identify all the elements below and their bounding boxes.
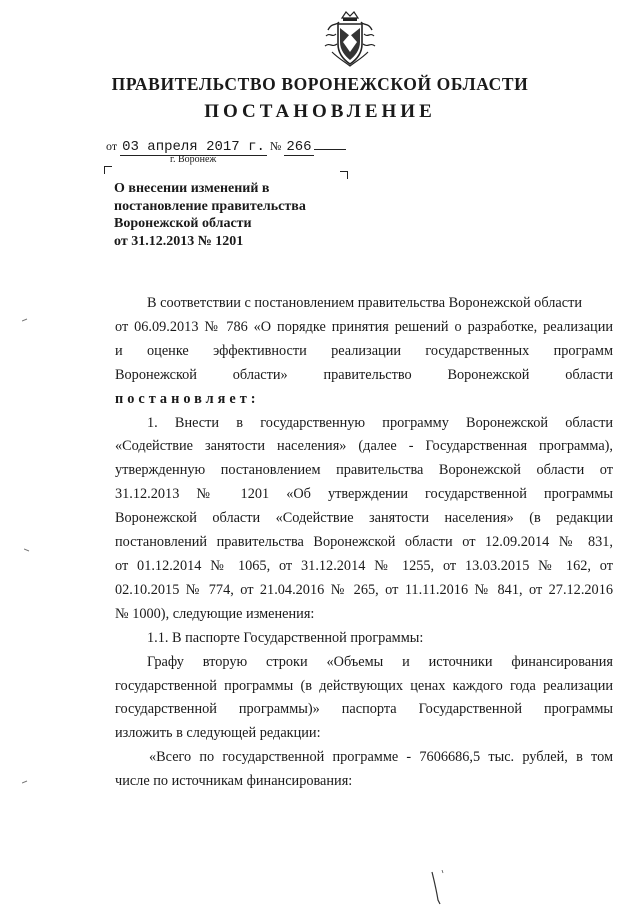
body-line: 1. Внести в государственную программу Воронежской области bbox=[147, 414, 613, 431]
body-line: от 06.09.2013 № 786 «О порядке принятия решений о разработке, реализации bbox=[115, 318, 613, 335]
scan-speck bbox=[22, 318, 28, 322]
body-line: числе по источникам финансирования: bbox=[115, 773, 353, 790]
government-name: ПРАВИТЕЛЬСТВО ВОРОНЕЖСКОЙ ОБЛАСТИ bbox=[111, 74, 529, 94]
body-line: 31.12.2013 № 1201 «Об утверждении государственной программы bbox=[115, 486, 613, 503]
body-line: и оценке эффективности реализации государственных программ bbox=[115, 342, 613, 359]
number-underline bbox=[314, 136, 346, 150]
scan-speck bbox=[24, 548, 30, 552]
subject-line: О внесении изменений в bbox=[114, 181, 270, 196]
bracket-corner-icon bbox=[340, 171, 348, 179]
body-line: № 1000), следующие изменения: bbox=[115, 605, 315, 622]
coat-of-arms-icon bbox=[322, 8, 378, 68]
body-line: 02.10.2015 № 774, от 21.04.2016 № 265, от 11.11.2016 № 841, от 27.12.2016 bbox=[115, 581, 613, 598]
subject-line: от 31.12.2013 № 1201 bbox=[114, 233, 244, 249]
document-body bbox=[115, 292, 613, 794]
document-date: 03 апреля 2017 г. bbox=[122, 139, 265, 155]
document-subject bbox=[114, 180, 354, 250]
body-line: изложить в следующей редакции: bbox=[115, 725, 321, 742]
scan-speck bbox=[22, 780, 28, 784]
subject-line: Воронежской области bbox=[114, 216, 252, 231]
date-number-line bbox=[106, 136, 346, 155]
body-line: постановлений правительства Воронежской области от 12.09.2014 № 831, bbox=[115, 534, 613, 551]
body-line: Графу вторую строки «Объемы и источники финансирования bbox=[147, 653, 613, 670]
document-number: 266 bbox=[286, 139, 312, 155]
pen-stroke bbox=[428, 870, 448, 906]
body-line: от 01.12.2014 № 1065, от 31.12.2014 № 1255, от 13.03.2015 № 162, от bbox=[115, 557, 613, 574]
number-prefix: № bbox=[269, 139, 282, 153]
body-line: государственной программы (в действующих ценах каждого года реализации bbox=[115, 677, 613, 694]
body-line: Воронежской области» правительство Воронежской области bbox=[115, 366, 613, 383]
body-line: «Содействие занятости населения» (далее - Государственная программа), bbox=[115, 438, 613, 455]
body-line: 1.1. В паспорте Государственной программы: bbox=[147, 629, 424, 646]
body-line: «Всего по государственной программе - 7606686,5 тыс. рублей, в том bbox=[149, 749, 613, 766]
body-line: государственной программы)» паспорта Государственной программы bbox=[115, 701, 613, 718]
date-prefix: от bbox=[106, 139, 118, 153]
subject-line: постановление правительства bbox=[114, 198, 306, 214]
body-line: В соответствии с постановлением правительства Воронежской области bbox=[147, 295, 582, 311]
decree-word: постановляет: bbox=[115, 390, 260, 407]
city-label: г. Воронеж bbox=[170, 154, 217, 165]
body-line: Воронежской области «Содействие занятости населения» (в редакции bbox=[115, 510, 613, 527]
bracket-corner-icon bbox=[104, 166, 112, 174]
document-type-title: ПОСТАНОВЛЕНИЕ bbox=[204, 101, 436, 122]
body-line: утвержденную постановлением правительства Воронежской области от bbox=[115, 462, 613, 479]
